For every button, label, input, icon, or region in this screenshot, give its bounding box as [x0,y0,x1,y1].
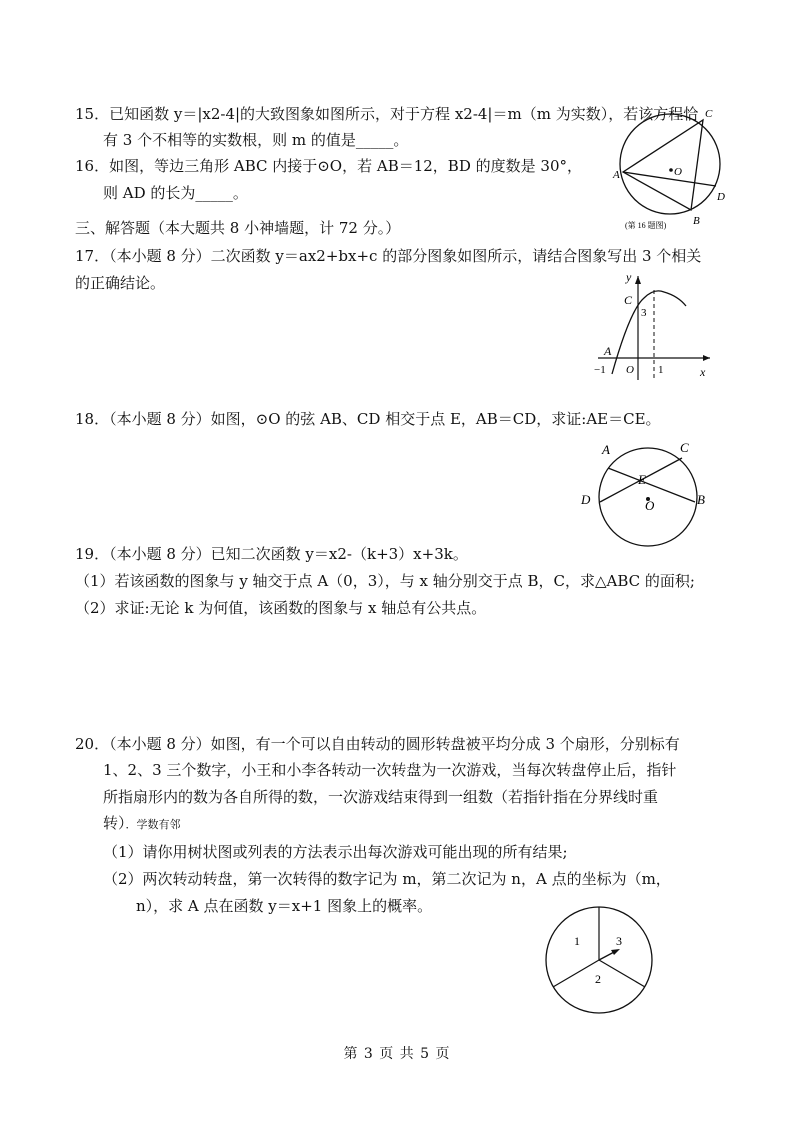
label-d: D [717,191,725,203]
label-d: D [581,492,591,507]
label-o: O [645,498,655,513]
q15-line1: 15．已知函数 y＝|x2-4|的大致图象如图所示，对于方程 x2-4|＝m（m 为实数），若该方程恰 [75,105,699,123]
q20-stray-mark: ．学数有邻 [125,818,181,831]
q20-part1: （1）请你用树状图或列表的方法表示出每次游戏可能出现的所有结果; [103,843,568,861]
q20-part2b: n），求 A 点在函数 y＝x+1 图象上的概率。 [136,897,433,915]
label-c: C [624,293,633,307]
q19-part2: （2）求证:无论 k 为何值，该函数的图象与 x 轴总有公共点。 [75,599,487,617]
q16-line1: 16．如图，等边三角形 ABC 内接于⊙O，若 AB＝12，BD 的度数是 30°， [75,157,582,175]
label-3: 3 [641,307,647,319]
q18-line1: 18．（本小题 8 分）如图，⊙O 的弦 AB、CD 相交于点 E，AB＝CD，求证:AE＝CE。 [75,410,661,428]
sector-label-2: 2 [595,972,601,986]
section-3-heading: 三、解答题（本大题共 8 小神墙题，计 72 分。） [75,219,401,237]
sector-label-3: 3 [616,934,622,948]
label-1: 1 [658,364,664,376]
segment-ad [623,172,716,186]
center-dot [669,168,673,172]
q19-part1: （1）若该函数的图象与 y 轴交于点 A（0，3），与 x 轴分别交于点 B，C，求△ABC 的面积; [75,572,695,590]
y-arrow [635,276,641,284]
label-x: x [700,365,706,379]
label-a: A [602,442,610,457]
figure-18 [578,438,718,550]
label-e: E [638,472,646,487]
label-o: O [674,166,682,178]
q20-line2: 1、2、3 三个数字，小王和小李各转动一次转盘为一次游戏，当每次转盘停止后，指针 [103,761,677,779]
triangle-abc [623,120,703,210]
figure-16-caption: (第 16 题图) [625,221,667,230]
pointer-arrow-icon [611,949,620,955]
sector-label-1: 1 [574,934,580,948]
figure-17 [588,270,718,386]
label-o: O [626,364,634,376]
x-arrow [703,355,710,361]
label-c: C [680,440,689,455]
label-a: A [613,169,620,181]
chord-ab [608,468,695,502]
q20-line4 [103,813,181,835]
label-neg1: −1 [594,364,606,376]
label-a: A [604,344,612,358]
label-y: y [626,270,632,284]
label-c: C [705,108,713,120]
q17-line2: 的正确结论。 [75,274,166,292]
q20-part2a: （2）两次转动转盘，第一次转得的数字记为 m，第二次记为 n，A 点的坐标为（m， [103,870,671,888]
q15-line2: 有 3 个不相等的实数根，则 m 的值是_____。 [103,131,409,149]
label-b: B [697,492,705,507]
sector-divider-right [599,960,645,987]
q20-line3: 所指扇形内的数为各自所得的数，一次游戏结束得到一组数（若指针指在分界线时重 [103,788,659,806]
figure-16 [605,106,735,236]
q17-line1: 17．（本小题 8 分）二次函数 y＝ax2+bx+c 的部分图象如图所示，请结合图象写出 3 个相关 [75,247,702,265]
q16-line2: 则 AD 的长为_____。 [103,184,248,202]
sector-divider-left [553,960,599,987]
q20-line1: 20．（本小题 8 分）如图，有一个可以自由转动的圆形转盘被平均分成 3 个扇形，分别标有 [75,735,680,753]
q19-line1: 19．（本小题 8 分）已知二次函数 y＝x2-（k+3）x+3k。 [75,545,468,563]
q20-line4-text: 转） [103,814,126,832]
page-footer: 第 3 页 共 5 页 [343,1046,451,1062]
label-b: B [693,215,700,227]
figure-20-spinner [544,905,654,1015]
